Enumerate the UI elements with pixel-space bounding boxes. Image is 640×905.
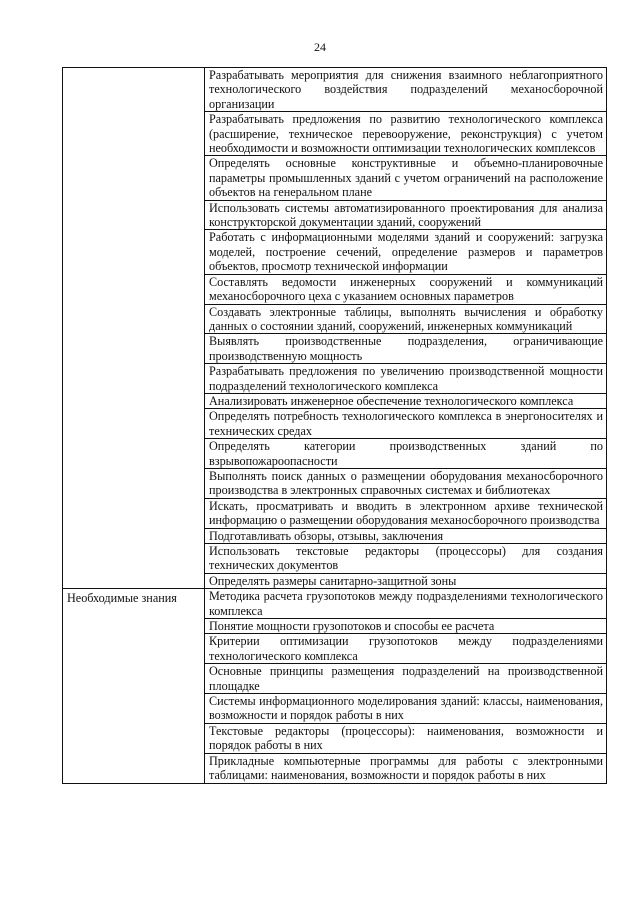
skill-item: Подготавливать обзоры, отзывы, заключения — [205, 528, 607, 543]
skill-item: Составлять ведомости инженерных сооружений и коммуникаций механосборочного цеха с указанием основных параметров — [205, 274, 607, 304]
skill-item: Разрабатывать предложения по увеличению производственной мощности подразделений технологического комплекса — [205, 364, 607, 394]
knowledge-item: Понятие мощности грузопотоков и способы ее расчета — [205, 619, 607, 634]
page-number: 24 — [314, 40, 326, 54]
competency-table — [62, 67, 607, 784]
section-label-cell — [63, 589, 205, 783]
skill-item: Работать с информационными моделями зданий и сооружений: загрузка моделей, построение сечений, определение размеров и параметров объектов, просмотр технической информации — [205, 230, 607, 274]
skill-item: Анализировать инженерное обеспечение технологического комплекса — [205, 393, 607, 408]
skill-item: Определять потребность технологического комплекса в энергоносителях и технических средах — [205, 409, 607, 439]
knowledge-item: Системы информационного моделирования зданий: классы, наименования, возможности и порядок работы в них — [205, 694, 607, 724]
section-label-cell — [63, 68, 205, 589]
knowledge-item: Прикладные компьютерные программы для работы с электронными таблицами: наименования, возможности и порядок работы в них — [205, 753, 607, 783]
knowledge-item: Основные принципы размещения подразделений на производственной площадке — [205, 664, 607, 694]
skill-item: Выявлять производственные подразделения, ограничивающие производственную мощность — [205, 334, 607, 364]
skill-item: Определять категории производственных зданий по взрывопожароопасности — [205, 439, 607, 469]
skill-item: Определять основные конструктивные и объемно-планировочные параметры промышленных зданий с учетом ограничений на расположение объектов на генеральном плане — [205, 156, 607, 200]
skill-item: Разрабатывать мероприятия для снижения взаимного неблагоприятного технологического воздействия подразделений механосборочной организации — [205, 68, 607, 112]
knowledge-item: Текстовые редакторы (процессоры): наименования, возможности и порядок работы в них — [205, 723, 607, 753]
skill-item: Определять размеры санитарно-защитной зоны — [205, 573, 607, 588]
skill-item: Разрабатывать предложения по развитию технологического комплекса (расширение, техническое перевооружение, реконструкция) с учетом необходимости и возможности оптимизации технологических комплексов — [205, 112, 607, 156]
skill-item: Искать, просматривать и вводить в электронном архиве технической информацию о размещении оборудования механосборочного производства — [205, 498, 607, 528]
table-row — [63, 589, 607, 619]
section-label: Необходимые знания — [67, 591, 177, 606]
skill-item: Выполнять поиск данных о размещении оборудования механосборочного производства в электронных справочных системах и библиотеках — [205, 468, 607, 498]
knowledge-item: Методика расчета грузопотоков между подразделениями технологического комплекса — [205, 589, 607, 619]
skill-item: Использовать текстовые редакторы (процессоры) для создания технических документов — [205, 544, 607, 574]
skill-item: Использовать системы автоматизированного проектирования для анализа конструкторской документации зданий, сооружений — [205, 200, 607, 230]
knowledge-item: Критерии оптимизации грузопотоков между подразделениями технологического комплекса — [205, 634, 607, 664]
table-row — [63, 68, 607, 112]
section-label — [67, 68, 201, 70]
skill-item: Создавать электронные таблицы, выполнять вычисления и обработку данных о состоянии зданий, сооружений, инженерных коммуникаций — [205, 304, 607, 334]
